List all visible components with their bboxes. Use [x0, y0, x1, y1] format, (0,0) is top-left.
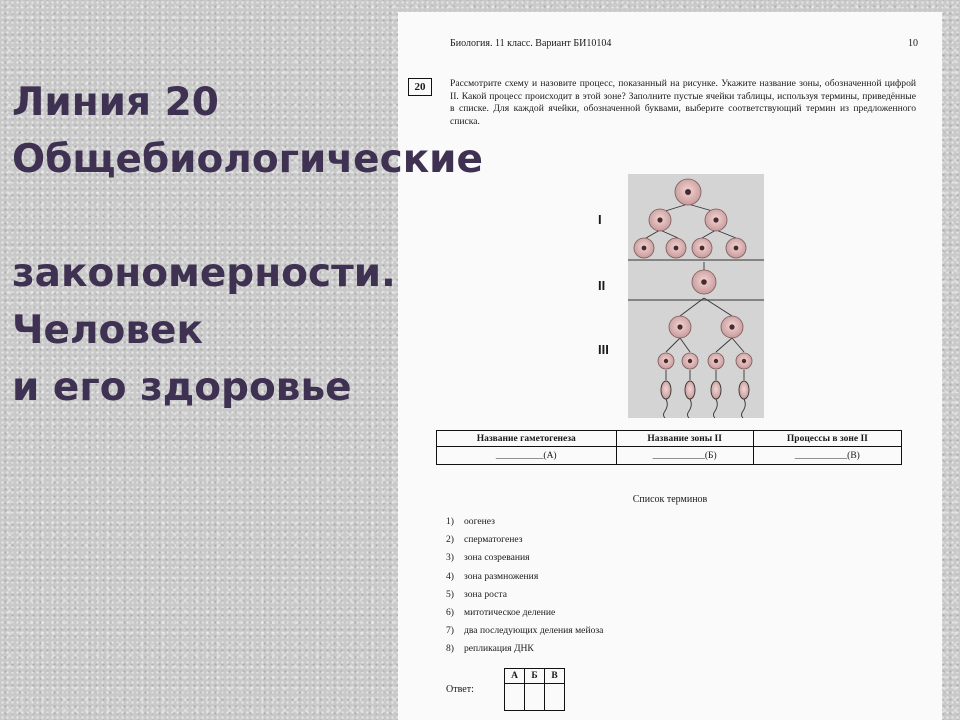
list-item	[446, 534, 603, 552]
question-text: Рассмотрите схему и назовите процесс, показанный на рисунке. Укажите название зоны, обозначенной цифрой II. Какой процесс происходит в этой зоне? Заполните пустые ячейки таблицы, используя термины, приведённые в списке. Для каждой ячейки, обозначенной буквами, выберите соответствующий термин из предложенного списка.	[450, 78, 916, 127]
sperm-head	[661, 381, 671, 399]
term-text: зона созревания	[464, 552, 530, 564]
list-item	[446, 643, 603, 661]
table-header: Процессы в зоне II	[753, 431, 901, 447]
zone-label-2: II	[598, 278, 606, 293]
terms-list	[446, 516, 603, 662]
page-header	[450, 38, 918, 49]
answer-grid	[504, 668, 565, 711]
answer-cell-b[interactable]: ___________(Б)	[616, 447, 753, 465]
title-line: Линия 20	[12, 80, 219, 125]
term-text: митотическое деление	[464, 606, 556, 618]
cell-nucleus	[714, 359, 718, 363]
list-item	[446, 607, 603, 625]
list-item	[446, 625, 603, 643]
cell-nucleus	[677, 324, 682, 329]
table-header: Название гаметогенеза	[437, 431, 617, 447]
list-item	[446, 589, 603, 607]
header-subject: Биология. 11 класс. Вариант БИ10104	[450, 38, 612, 49]
cell-nucleus	[713, 217, 718, 222]
answer-cell-v[interactable]: ___________(В)	[753, 447, 901, 465]
term-number: 1)	[446, 516, 454, 527]
term-number: 7)	[446, 625, 454, 637]
answer-grid-row	[505, 684, 565, 711]
cell-nucleus	[685, 189, 691, 195]
zone-label-1: I	[598, 212, 602, 227]
answer-label: Ответ:	[446, 684, 474, 695]
answer-grid-header-b: Б	[525, 669, 545, 684]
cell-nucleus	[734, 246, 739, 251]
cell-nucleus	[657, 217, 662, 222]
sperm-head	[711, 381, 721, 399]
term-number: 3)	[446, 552, 454, 564]
term-number: 8)	[446, 643, 454, 655]
table-row	[437, 447, 902, 465]
terms-title: Список терминов	[632, 494, 708, 505]
answer-box-v[interactable]	[545, 684, 565, 711]
page-number: 10	[908, 38, 918, 49]
term-text: зона размножения	[464, 570, 539, 582]
sperm-head	[739, 381, 749, 399]
cell-nucleus	[729, 324, 734, 329]
title-line: закономерности.	[12, 251, 396, 296]
table-header: Название зоны II	[616, 431, 753, 447]
zone-label-3: III	[598, 342, 609, 357]
question-number: 20	[408, 78, 432, 96]
title-spacer	[12, 188, 572, 245]
term-number: 5)	[446, 588, 454, 600]
answer-box-b[interactable]	[525, 684, 545, 711]
answer-table	[436, 430, 902, 465]
list-item	[446, 552, 603, 570]
sperm-head	[685, 381, 695, 399]
cell-nucleus	[688, 359, 692, 363]
cell-nucleus	[664, 359, 668, 363]
cell-nucleus	[642, 246, 647, 251]
term-number: 6)	[446, 606, 454, 618]
answer-grid-header	[505, 669, 565, 684]
title-line: Общебиологические	[12, 137, 483, 182]
title-line: и его здоровье	[12, 365, 352, 410]
list-item	[446, 516, 603, 534]
term-number: 4)	[446, 570, 454, 582]
gametogenesis-diagram	[628, 174, 764, 418]
answer-box-a[interactable]	[505, 684, 525, 711]
table-header-row	[437, 431, 902, 447]
title-line: Человек	[12, 308, 203, 353]
term-text: два последующих деления мейоза	[464, 625, 604, 637]
term-number: 2)	[446, 534, 454, 546]
term-text: зона роста	[464, 588, 507, 600]
answer-cell-a[interactable]: __________(А)	[437, 447, 617, 465]
answer-grid-header-v: В	[545, 669, 565, 684]
term-text: сперматогенез	[464, 534, 523, 546]
zone-labels	[598, 174, 628, 414]
cell-nucleus	[674, 246, 679, 251]
term-text: репликация ДНК	[464, 643, 534, 655]
cell-nucleus	[700, 246, 705, 251]
list-item	[446, 571, 603, 589]
cell-nucleus	[701, 279, 707, 285]
answer-grid-header-a: А	[505, 669, 525, 684]
term-text: оогенез	[464, 516, 495, 527]
slide-title	[12, 74, 572, 416]
cell-nucleus	[742, 359, 746, 363]
